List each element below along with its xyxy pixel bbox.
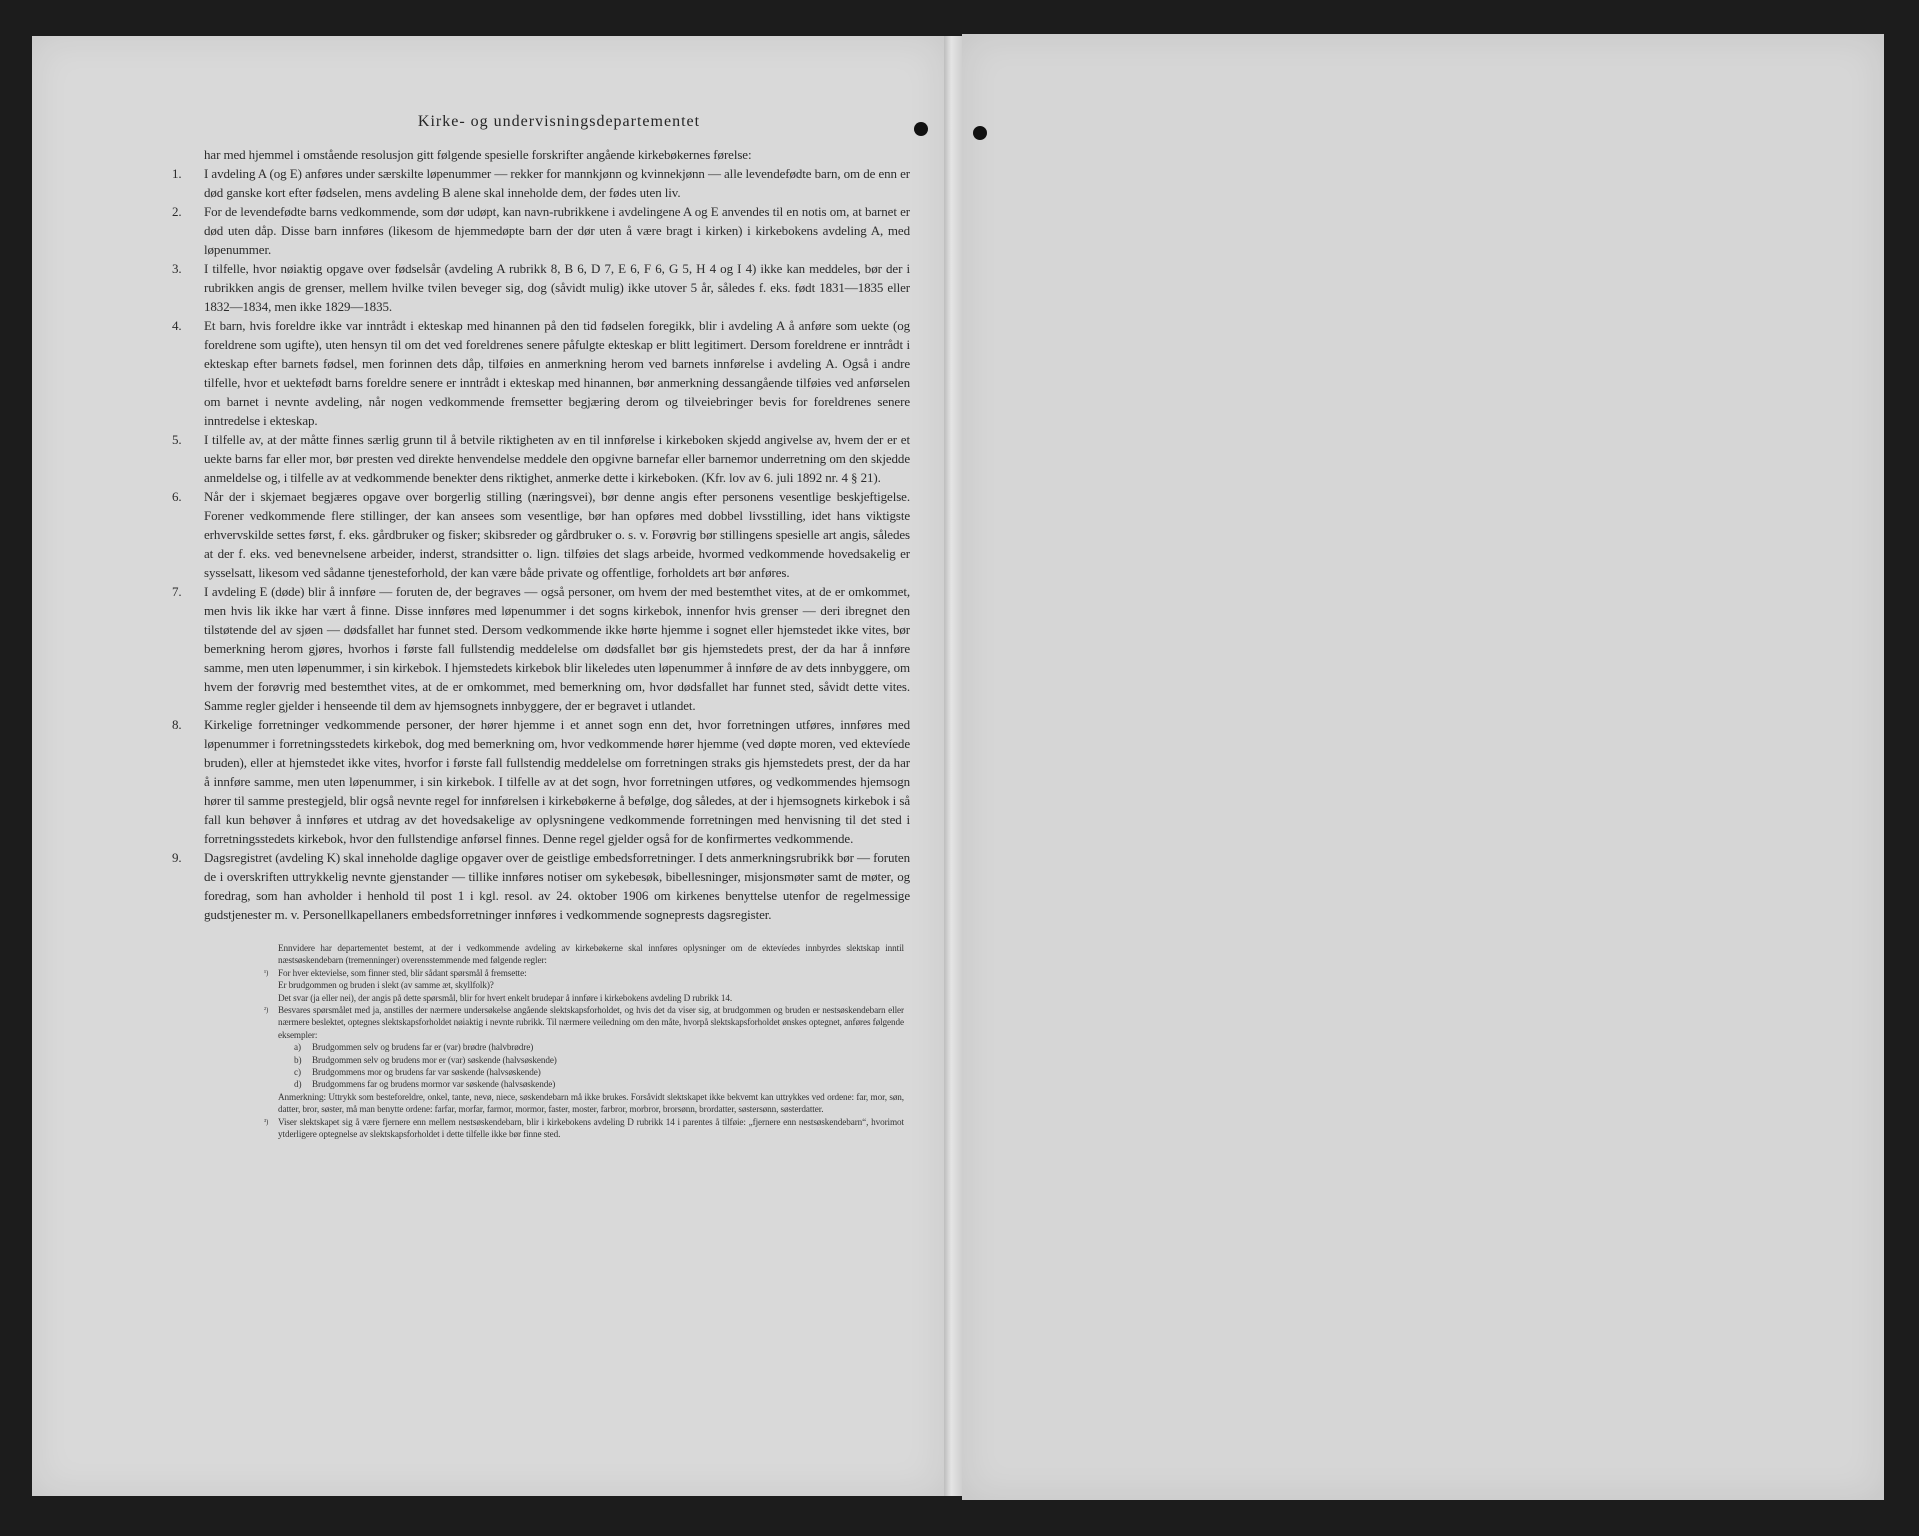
rule-item [168, 164, 910, 202]
rule-number: 8. [172, 717, 182, 732]
rule-item [168, 848, 910, 924]
footnote-3 [264, 1116, 904, 1141]
footnote-1 [264, 967, 904, 979]
footnote-intro: Ennvidere har departementet bestemt, at der i vedkommende avdeling av kirkebøkerne skal innføres oplysninger om de ektevíedes innbyrdes slektskap inntil næstsøskendebarn (tremenninger) overensstemmende med følgende regler: [278, 943, 904, 966]
footnote-text: For hver ektevielse, som finner sted, blir sådant spørsmål å fremsette: [278, 967, 527, 978]
rule-number: 6. [172, 489, 182, 504]
rule-item [168, 202, 910, 259]
example-item [264, 1066, 904, 1078]
example-letter: b) [294, 1054, 302, 1065]
rule-item [168, 487, 910, 582]
footnote-mark: ¹) [264, 968, 269, 977]
rule-text: Kirkelige forretninger vedkommende personer, der hører hjemme i et annet sogn enn det, hvor forretningen utføres, innføres med løpenummer i forretningsstedets kirkebok, dog med bemerkning om, hvor vedkommende hører hjemme (ved døpte moren, ved ektevíede bruden), eller at hjemstedet ikke vites, hvorfor i første fall fullstendig meddelelse om forretningen straks gis hjemstedets prest, der da har å innføre samme, men uten løpenummer, i sin kirkebok. I tilfelle av at det sogn, hvor forretningen utføres, og vedkommendes hjemsogn hører til samme prestegjeld, blir også nevnte regel for innførelsen i kirkebøkerne å befølge, dog således, at der i hjemsognets kirkebok i så fall kun behøver å innføres et utdrag av det hovedsakelige av oplysningene vedkommende forretningen med henvisning til det sted i forretningsstedets kirkebok, hvor den fullstendige anførsel finnes. Denne regel gjelder også for de konfirmertes vedkommende. [204, 717, 910, 846]
rule-text: Et barn, hvis foreldre ikke var inntrådt i ekteskap med hinannen på den tid fødselen foregikk, blir i avdeling A å anføre som uekte (og foreldrene som ugifte), uten hensyn til om det ved foreldrenes senere påfulgte ekteskap er blitt legitimert. Dersom foreldrene er inntrådt i ekteskap efter barnets fødsel, men forinnen dets dåp, tilføies en anmerkning herom ved barnets innførelse i avdeling A. Også i andre tilfelle, hvor et uektefødt barns foreldre senere er inntrådt i ekteskap med hinannen, bør anmerkning dessangående tilføies ved anførselen om barnet i nevnte avdeling, når nogen vedkommende fremsetter begjæring derom og tilveiebringer bevis for foreldrenes senere inntredelse i ekteskap. [204, 318, 910, 428]
example-item [264, 1054, 904, 1066]
rule-text: Når der i skjemaet begjæres opgave over borgerlig stilling (næringsvei), bør denne angis efter personens vesentlige beskjeftigelse. Forener vedkommende flere stillinger, der kan ansees som vesentlige, bør han opføres med dobbel livsstilling, idet hans viktigste erhvervskilde settes først, f. eks. gårdbruker og fisker; skibsreder og gårdbruker o. s. v. Forøvrig bør stillingens spesielle art angis, således at der f. eks. ved benevnelsene arbeider, inderst, strandsitter o. lign. tilføies det slags arbeide, hvormed vedkommende hovedsakelig er sysselsatt, likesom ved sådanne tjenesteforhold, der kan være både private og offentlige, forholdets art bør anføres. [204, 489, 910, 580]
page-gutter [944, 36, 962, 1496]
rule-number: 4. [172, 318, 182, 333]
footnote-text: Det svar (ja eller nei), der angis på dette spørsmål, blir for hvert enkelt brudepar å innføre i kirkebokens avdeling D rubrikk 14. [278, 992, 733, 1003]
intro-paragraph: har med hjemmel i omstående resolusjon gitt følgende spesielle forskrifter angående kirkebøkernes førelse: [204, 147, 752, 162]
rule-number: 3. [172, 261, 182, 276]
rule-number: 7. [172, 584, 182, 599]
footnotes [264, 942, 904, 1141]
footnote-text: Besvares spørsmålet med ja, anstilles der nærmere undersøkelse angående slektskapsforholdet, og hvis det da viser sig, at brudgommen og bruden er nestsøskendebarn eller nærmere beslektet, optegnes slektskapsforholdet nøiaktig i nevnte rubrikk. Til nærmere veiledning om den måte, hvorpå slektskapsforholdet ønskes optegnet, anføres følgende eksempler: [278, 1005, 904, 1040]
rule-number: 1. [172, 166, 182, 181]
footnote-mark: ²) [264, 1006, 269, 1015]
rule-text: I avdeling A (og E) anføres under særskilte løpenummer — rekker for mannkjønn og kvinnekjønn — alle levendefødte barn, om de enn er død ganske kort efter fødselen, mens avdeling B alene skal inneholde dem, der fødes uten liv. [204, 166, 910, 200]
remark-text: Anmerkning: Uttrykk som besteforeldre, onkel, tante, nevø, niece, søskendebarn må ikke brukes. Forsåvidt slektskapet ikke bekvemt kan uttrykkes ved ordene: far, mor, søn, datter, bror, søster, må man benytte ordene: farfar, morfar, farmor, mormor, faster, moster, farbror, morbror, brorsønn, brordatter, søstersønn, søsterdatter. [278, 1091, 904, 1115]
example-text: Brudgommen selv og brudens mor er (var) søskende (halvsøskende) [312, 1054, 557, 1065]
binding-hole-right [973, 126, 987, 140]
rule-text: I tilfelle av, at der måtte finnes særlig grunn til å betvile riktigheten av en til innførelse i kirkeboken skjedd angivelse av, hvem der er et uekte barns far eller mor, bør presten ved direkte henvendelse meddele den opgivne barnefar eller barnemor underretning om den skjedde anmeldelse og, i tilfelle av at vedkommende benekter dens riktighet, anmerke dette i kirkeboken. (Kfr. lov av 6. juli 1892 nr. 4 § 21). [204, 432, 910, 485]
rule-number: 9. [172, 850, 182, 865]
rule-item [168, 430, 910, 487]
rule-text: I tilfelle, hvor nøiaktig opgave over fødselsår (avdeling A rubrikk 8, B 6, D 7, E 6, F 6, G 5, H 4 og I 4) ikke kan meddeles, bør der i rubrikken angis de grenser, mellem hvilke tvilen beveger sig, dog (såvidt mulig) ikke utover 5 år, således f. eks. født 1831—1835 eller 1832—1834, men ikke 1829—1835. [204, 261, 910, 314]
page-heading: Kirke- og undervisningsdepartementet [417, 113, 701, 130]
regulations-text [168, 112, 910, 1141]
rule-item [168, 316, 910, 430]
rule-item [168, 582, 910, 715]
footnote-mark: ³) [264, 1117, 269, 1126]
example-letter: a) [294, 1042, 301, 1053]
rule-item [168, 259, 910, 316]
rule-text: I avdeling E (døde) blir å innføre — foruten de, der begraves — også personer, om hvem der med bestemthet vites, at de er omkommet, men hvis lik ikke har vært å finne. Disse innføres med løpenummer i det sogns kirkebok, innenfor hvis grenser — deri ibregnet den tilstøtende del av sjøen — dødsfallet har funnet sted. Dersom vedkommende ikke hørte hjemme i sognet eller hjemstedet ikke vites, bør bemerkning herom gjøres, hvorhos i første fall fullstendig meddelelse om dødsfallet bør gis hjemstedets prest, der da har å innføre samme, men uten løpenummer, i sin kirkebok. I hjemstedets kirkebok blir likeledes uten løpenummer å innføre de av dets innbyggere, om hvem der forøvrig med bestemthet vites, at de er omkommet, med bemerkning om, hvor dødsfallet har funnet sted, såvidt dette vites. Samme regler gjelder i henseende til dem av hjemsognets innbyggere, der er begravet i utlandet. [204, 584, 910, 713]
rule-text: Dagsregistret (avdeling K) skal inneholde daglige opgaver over de geistlige embedsforretninger. I dets anmerkningsrubrikk bør — foruten de i overskriften uttrykkelig nevnte gjenstander — tillike innføres notiser om sykebesøk, bibellesninger, misjonsmøter samt de møter, og foredrag, som han avholder i henhold til post 1 i kgl. resol. av 24. oktober 1906 om kirkenes benyttelse utenfor de regelmessige gudstjenester m. v. Personellkapellaners embedsforretninger innføres i vedkommende sogneprests dagsregister. [204, 850, 910, 922]
rule-item [168, 715, 910, 848]
rule-number: 5. [172, 432, 182, 447]
example-letter: d) [294, 1079, 302, 1090]
example-text: Brudgommens mor og brudens far var søskende (halvsøskende) [312, 1067, 541, 1078]
rule-number: 2. [172, 204, 182, 219]
footnote-2 [264, 1004, 904, 1041]
example-item [264, 1041, 904, 1053]
example-text: Brudgommens far og brudens mormor var søskende (halvsøskende) [312, 1079, 556, 1090]
example-letter: c) [294, 1067, 301, 1078]
footnote-text: Er brudgommen og bruden i slekt (av samme æt, skyllfolk)? [278, 980, 494, 991]
rule-text: For de levendefødte barns vedkommende, som dør udøpt, kan navn-rubrikkene i avdelingene A og E anvendes til en notis om, at barnet er død uten dåp. Disse barn innføres (likesom de hjemmedøpte barn der dør uten å være bragt i kirken) i kirkebokens avdeling A, med løpenummer. [204, 204, 910, 257]
right-page [962, 34, 1884, 1500]
binding-hole-left [914, 122, 928, 136]
footnote-text: Viser slektskapet sig å være fjernere enn mellem nestsøskendebarn, blir i kirkebokens avdeling D rubrikk 14 i parentes å tilføie: „fjernere enn nestsøskendebarn“, hvorimot ytderligere optegnelse av slektskapsforholdet i dette tilfelle ikke bør finne sted. [278, 1116, 904, 1140]
example-text: Brudgommen selv og brudens far er (var) brødre (halvbrødre) [312, 1042, 534, 1053]
example-item [264, 1078, 904, 1090]
